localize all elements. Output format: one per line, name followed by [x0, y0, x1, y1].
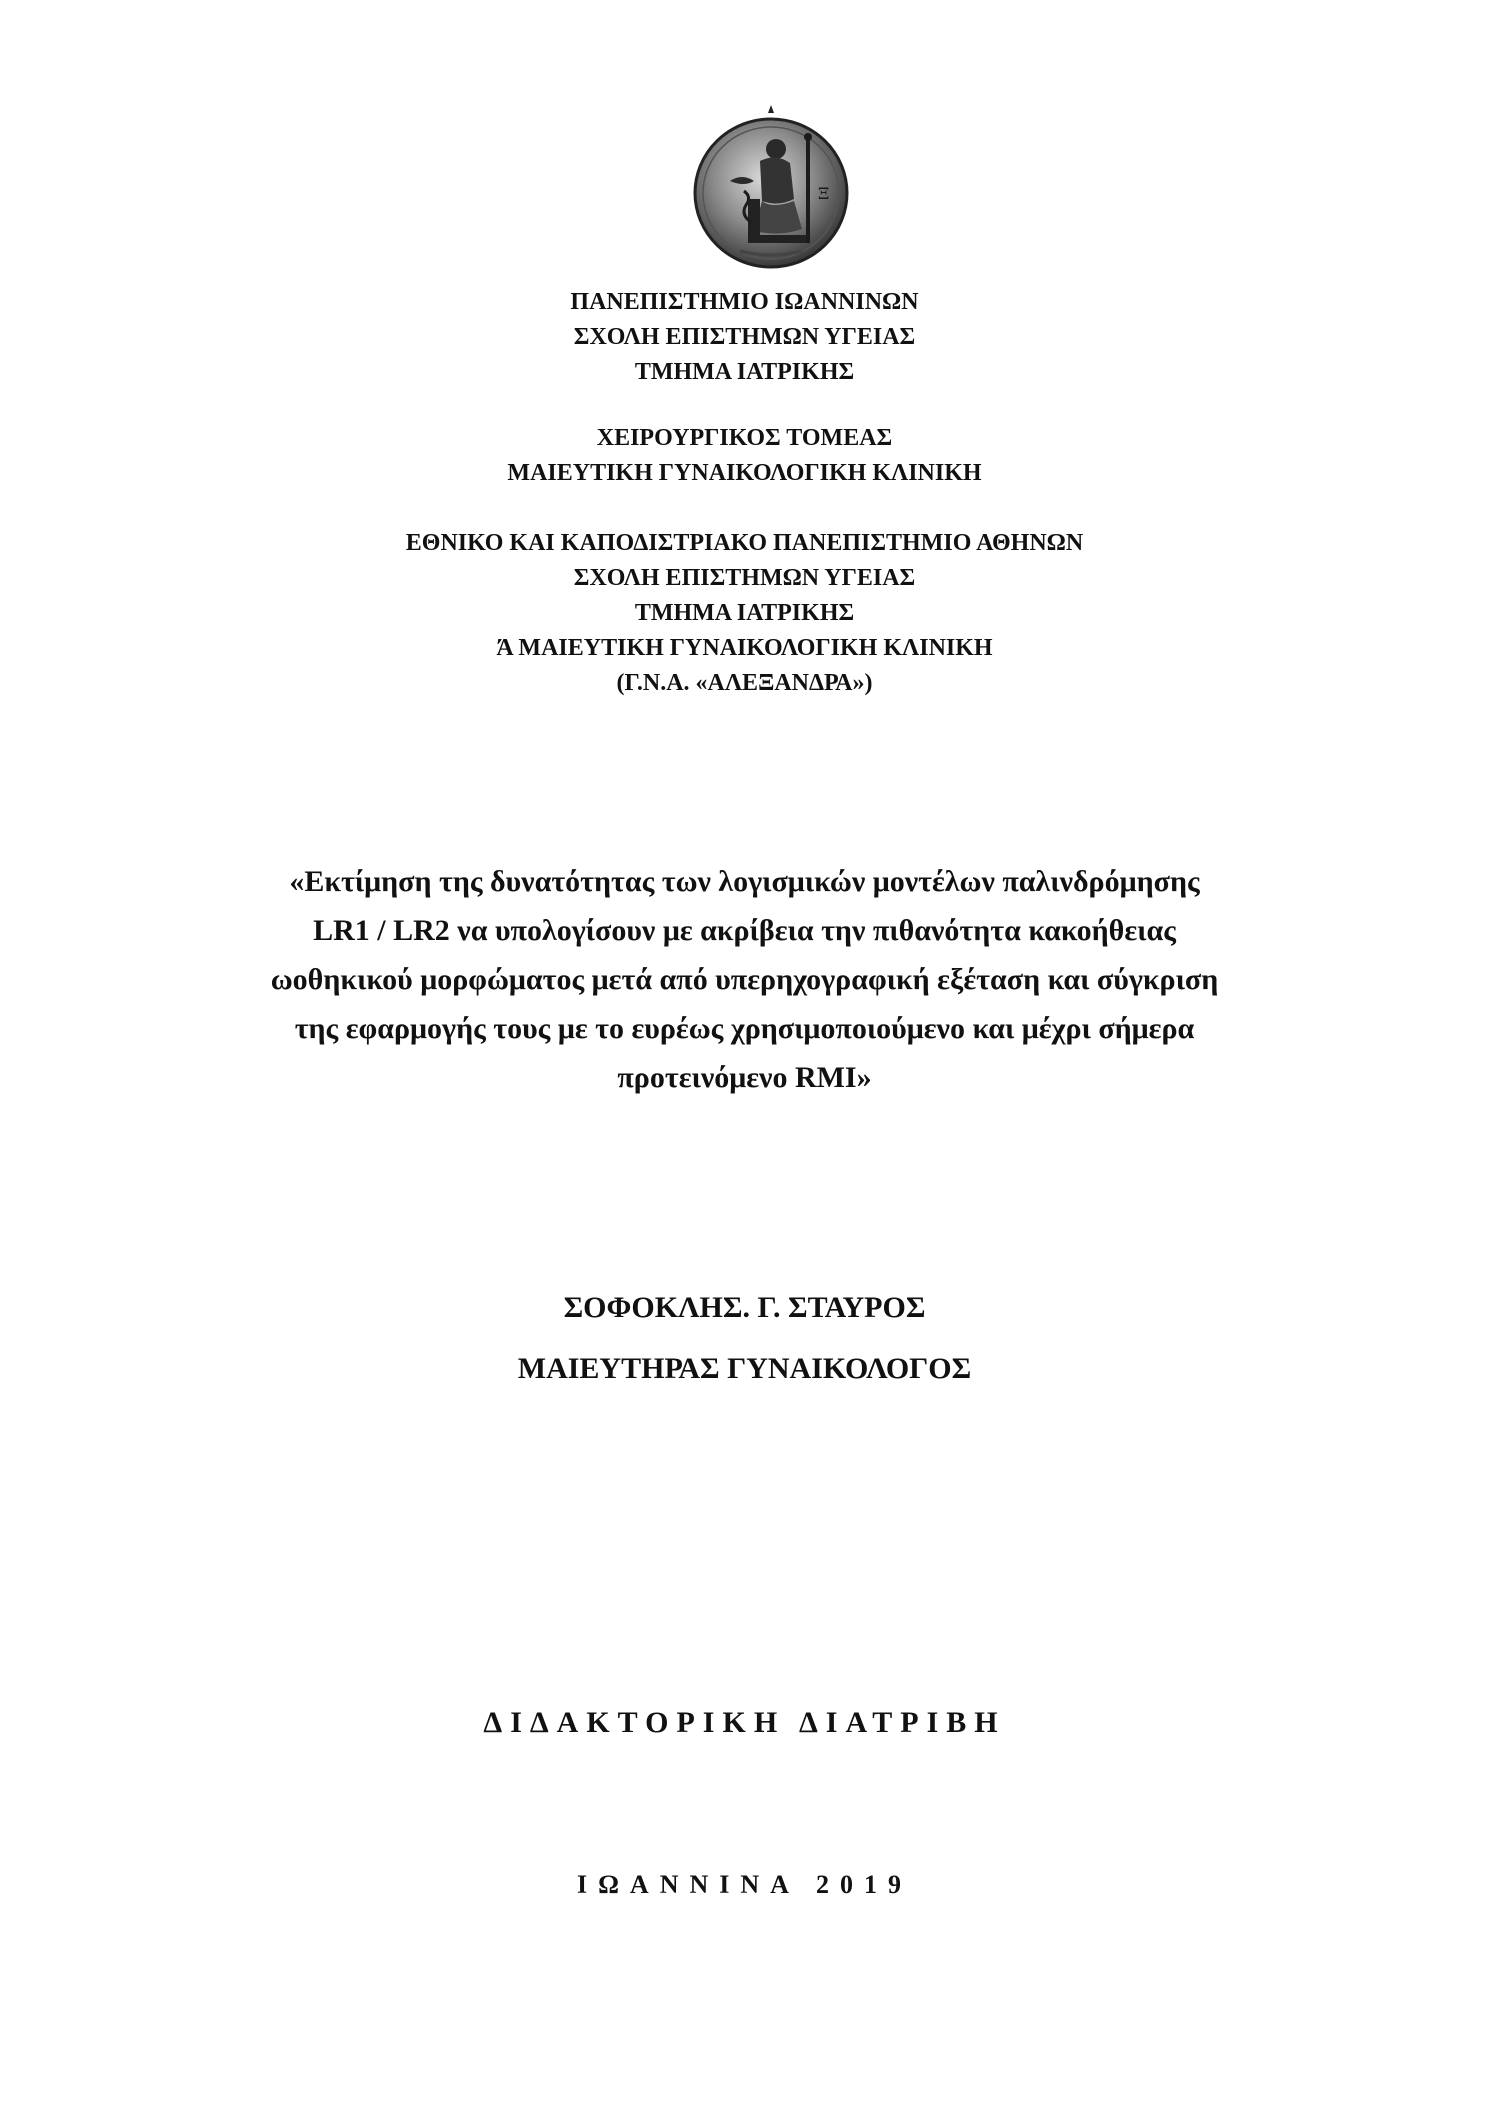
institution-line: ΣΧΟΛΗ ΕΠΙΣΤΗΜΩΝ ΥΓΕΙΑΣ — [573, 324, 916, 350]
institution-line: ΤΜΗΜΑ ΙΑΤΡΙΚΗΣ — [634, 600, 855, 626]
thesis-title-line: προτεινόμενο RMI» — [617, 1061, 872, 1094]
institution-university-athens — [0, 526, 1489, 701]
thesis-title-line: «Εκτίμηση της δυνατότητας των λογισμικών μοντέλων παλινδρόμησης — [289, 865, 1200, 898]
university-seal-coin-icon — [690, 103, 852, 271]
thesis-title-line: ωοθηκικού μορφώματος μετά από υπερηχογραφική εξέταση και σύγκριση — [270, 963, 1219, 996]
place-and-year: ΙΩΑΝΝΙΝΑ 2019 — [576, 1870, 912, 1899]
institution-line: ΠΑΝΕΠΙΣΤΗΜΙΟ ΙΩΑΝΝΙΝΩΝ — [570, 289, 919, 315]
author-role: ΜΑΙΕΥΤΗΡΑΣ ΓΥΝΑΙΚΟΛΟΓΟΣ — [517, 1352, 972, 1385]
institution-line: ΕΘΝΙΚΟ ΚΑΙ ΚΑΠΟΔΙΣΤΡΙΑΚΟ ΠΑΝΕΠΙΣΤΗΜΙΟ ΑΘΗΝΩΝ — [405, 530, 1084, 556]
institution-line: ΤΜΗΜΑ ΙΑΤΡΙΚΗΣ — [634, 359, 855, 385]
institution-line: (Γ.Ν.Α. «ΑΛΕΞΑΝΔΡΑ») — [616, 670, 873, 696]
institution-department — [0, 421, 1489, 491]
institution-line: ΜΑΙΕΥΤΙΚΗ ΓΥΝΑΙΚΟΛΟΓΙΚΗ ΚΛΙΝΙΚΗ — [507, 460, 982, 486]
thesis-title-line: LR1 / LR2 να υπολογίσουν με ακρίβεια την πιθανότητα κακοήθειας — [313, 914, 1176, 947]
thesis-title-line: της εφαρμογής τους με το ευρέως χρησιμοποιούμενο και μέχρι σήμερα — [294, 1012, 1195, 1045]
thesis-title — [0, 857, 1489, 1102]
author-name: ΣΟΦΟΚΛΗΣ. Γ. ΣΤΑΥΡΟΣ — [563, 1291, 926, 1324]
thesis-type-heading: ΔΙΔΑΚΤΟΡΙΚΗ ΔΙΑΤΡΙΒΗ — [483, 1706, 1006, 1739]
svg-text:Ξ: Ξ — [818, 184, 830, 203]
institution-university-ioannina — [0, 285, 1489, 390]
institution-line: ΣΧΟΛΗ ΕΠΙΣΤΗΜΩΝ ΥΓΕΙΑΣ — [573, 565, 916, 591]
institution-line: ΧΕΙΡΟΥΡΓΙΚΟΣ ΤΟΜΕΑΣ — [596, 425, 893, 451]
institution-line: Ά ΜΑΙΕΥΤΙΚΗ ΓΥΝΑΙΚΟΛΟΓΙΚΗ ΚΛΙΝΙΚΗ — [496, 635, 993, 661]
